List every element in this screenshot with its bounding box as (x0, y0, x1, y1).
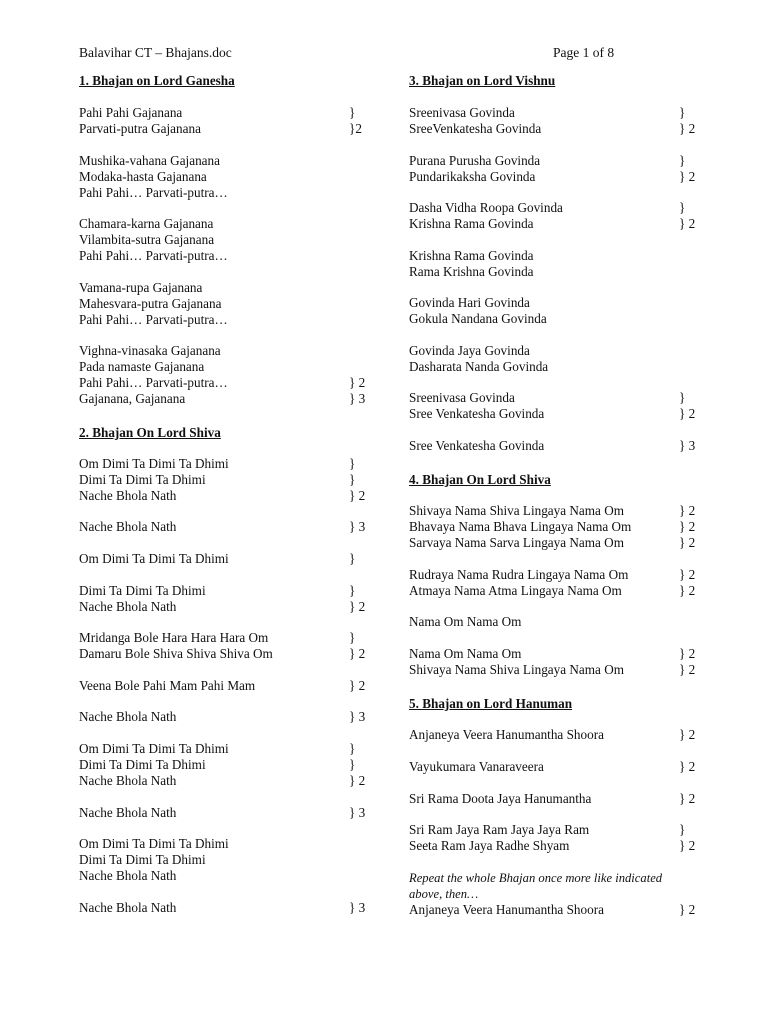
bhajan-line: Pundarikaksha Govinda (409, 169, 536, 184)
bhajan-line: Govinda Hari Govinda (409, 295, 530, 310)
repeat-marker: } (679, 200, 686, 215)
repeat-marker: } (679, 390, 686, 405)
repeat-marker: } 2 (349, 678, 366, 693)
bhajan-line: Dimi Ta Dimi Ta Dhimi (79, 472, 206, 487)
bhajan-line: Nache Bhola Nath (79, 709, 177, 724)
bhajan-line: Pahi Pahi… Parvati-putra… (79, 248, 228, 263)
repeat-marker: } (349, 551, 356, 566)
repeat-marker: } 2 (679, 519, 696, 534)
bhajan-line: Bhavaya Nama Bhava Lingaya Nama Om (409, 519, 632, 534)
bhajan-line: Om Dimi Ta Dimi Ta Dhimi (79, 836, 229, 851)
bhajan-line: Purana Purusha Govinda (409, 153, 541, 168)
bhajan-line: Seeta Ram Jaya Radhe Shyam (409, 838, 570, 853)
bhajan-line: Chamara-karna Gajanana (79, 216, 214, 231)
page-number: Page 1 of 8 (553, 45, 615, 60)
repeat-marker: } 3 (349, 519, 366, 534)
bhajan-line: Vilambita-sutra Gajanana (79, 232, 215, 247)
bhajan-line: Pahi Pahi… Parvati-putra… (79, 375, 228, 390)
bhajan-line: Om Dimi Ta Dimi Ta Dhimi (79, 741, 229, 756)
repeat-marker: } 2 (679, 727, 696, 742)
bhajan-line: Vamana-rupa Gajanana (79, 280, 203, 295)
bhajan-line: Anjaneya Veera Hanumantha Shoora (409, 727, 604, 742)
bhajan-line: Sree Venkatesha Govinda (409, 406, 545, 421)
repeat-marker: } 2 (679, 838, 696, 853)
bhajan-line: Pahi Pahi… Parvati-putra… (79, 312, 228, 327)
repeat-marker: } (679, 105, 686, 120)
section-heading-1-bhajan-on-lord-ganesha: 1. Bhajan on Lord Ganesha (79, 73, 235, 88)
bhajan-line: Mahesvara-putra Gajanana (79, 296, 222, 311)
bhajan-line: Pahi Pahi Gajanana (79, 105, 183, 120)
bhajan-line: Sarvaya Nama Sarva Lingaya Nama Om (409, 535, 624, 550)
bhajan-line: Nache Bhola Nath (79, 868, 177, 883)
repeat-marker: } 2 (679, 503, 696, 518)
repeat-marker: } 2 (679, 646, 696, 661)
bhajan-line: Sreenivasa Govinda (409, 105, 515, 120)
repeat-marker: } 2 (349, 773, 366, 788)
bhajan-line: Veena Bole Pahi Mam Pahi Mam (79, 678, 256, 693)
bhajan-line: Nama Om Nama Om (409, 646, 522, 661)
repeat-marker: } 2 (679, 121, 696, 136)
repeat-marker: } 2 (349, 375, 366, 390)
bhajan-line: Rama Krishna Govinda (409, 264, 534, 279)
repeat-marker: } 2 (679, 662, 696, 677)
bhajan-line: Govinda Jaya Govinda (409, 343, 530, 358)
instruction-note: Repeat the whole Bhajan once more like indicated (409, 871, 663, 885)
bhajan-line: Shivaya Nama Shiva Lingaya Nama Om (409, 662, 624, 677)
bhajan-line: Om Dimi Ta Dimi Ta Dhimi (79, 551, 229, 566)
bhajan-line: Mushika-vahana Gajanana (79, 153, 220, 168)
bhajan-line: Vighna-vinasaka Gajanana (79, 343, 221, 358)
bhajan-line: Anjaneya Veera Hanumantha Shoora (409, 902, 604, 917)
bhajan-line: Sri Rama Doota Jaya Hanumantha (409, 791, 592, 806)
bhajan-line: Nache Bhola Nath (79, 519, 177, 534)
bhajan-line: Nache Bhola Nath (79, 900, 177, 915)
bhajan-line: Atmaya Nama Atma Lingaya Nama Om (409, 583, 622, 598)
bhajan-line: Gokula Nandana Govinda (409, 311, 547, 326)
repeat-marker: } 2 (349, 599, 366, 614)
bhajan-line: Dasha Vidha Roopa Govinda (409, 200, 563, 215)
bhajan-line: Rudraya Nama Rudra Lingaya Nama Om (409, 567, 629, 582)
bhajan-line: Mridanga Bole Hara Hara Hara Om (79, 630, 269, 645)
section-heading-3-bhajan-on-lord-vishnu: 3. Bhajan on Lord Vishnu (409, 73, 556, 88)
repeat-marker: }2 (349, 121, 362, 136)
bhajan-line: Dimi Ta Dimi Ta Dhimi (79, 583, 206, 598)
bhajan-line: Sreenivasa Govinda (409, 390, 515, 405)
repeat-marker: } 2 (679, 216, 696, 231)
repeat-marker: } (349, 741, 356, 756)
repeat-marker: } (349, 757, 356, 772)
repeat-marker: } 2 (679, 567, 696, 582)
repeat-marker: } (679, 153, 686, 168)
bhajan-line: Gajanana, Gajanana (79, 391, 186, 406)
repeat-marker: } (349, 105, 356, 120)
bhajan-line: SreeVenkatesha Govinda (409, 121, 542, 136)
repeat-marker: } (349, 456, 356, 471)
repeat-marker: } (349, 583, 356, 598)
bhajan-line: Vayukumara Vanaraveera (409, 759, 544, 774)
bhajan-line: Modaka-hasta Gajanana (79, 169, 207, 184)
bhajan-line: Pahi Pahi… Parvati-putra… (79, 185, 228, 200)
repeat-marker: } 2 (349, 488, 366, 503)
section-heading-2-bhajan-on-lord-shiva: 2. Bhajan On Lord Shiva (79, 425, 221, 440)
repeat-marker: } 3 (349, 391, 366, 406)
bhajan-line: Pada namaste Gajanana (79, 359, 205, 374)
repeat-marker: } 3 (679, 438, 696, 453)
bhajan-line: Dimi Ta Dimi Ta Dhimi (79, 852, 206, 867)
bhajan-line: Shivaya Nama Shiva Lingaya Nama Om (409, 503, 624, 518)
bhajan-line: Nache Bhola Nath (79, 599, 177, 614)
bhajan-line: Nache Bhola Nath (79, 488, 177, 503)
bhajan-line: Krishna Rama Govinda (409, 248, 534, 263)
repeat-marker: } 3 (349, 709, 366, 724)
instruction-note: above, then… (409, 887, 479, 901)
repeat-marker: } 2 (679, 169, 696, 184)
repeat-marker: } 3 (349, 900, 366, 915)
bhajan-line: Krishna Rama Govinda (409, 216, 534, 231)
repeat-marker: } 2 (349, 646, 366, 661)
bhajan-line: Om Dimi Ta Dimi Ta Dhimi (79, 456, 229, 471)
document-header-title: Balavihar CT – Bhajans.doc (79, 45, 232, 60)
bhajan-line: Sree Venkatesha Govinda (409, 438, 545, 453)
bhajan-line: Dimi Ta Dimi Ta Dhimi (79, 757, 206, 772)
repeat-marker: } (349, 630, 356, 645)
section-heading-5-bhajan-on-lord-hanuman: 5. Bhajan on Lord Hanuman (409, 696, 573, 711)
repeat-marker: } 2 (679, 535, 696, 550)
section-heading-4-bhajan-on-lord-shiva: 4. Bhajan On Lord Shiva (409, 472, 551, 487)
repeat-marker: } (349, 472, 356, 487)
repeat-marker: } (679, 822, 686, 837)
bhajan-line: Damaru Bole Shiva Shiva Shiva Om (79, 646, 273, 661)
bhajan-line: Dasharata Nanda Govinda (409, 359, 549, 374)
repeat-marker: } 2 (679, 583, 696, 598)
bhajan-line: Nache Bhola Nath (79, 805, 177, 820)
bhajan-line: Nache Bhola Nath (79, 773, 177, 788)
repeat-marker: } 2 (679, 791, 696, 806)
bhajan-line: Parvati-putra Gajanana (79, 121, 201, 136)
bhajan-line: Sri Ram Jaya Ram Jaya Jaya Ram (409, 822, 590, 837)
repeat-marker: } 2 (679, 902, 696, 917)
repeat-marker: } 2 (679, 759, 696, 774)
repeat-marker: } 2 (679, 406, 696, 421)
repeat-marker: } 3 (349, 805, 366, 820)
bhajan-line: Nama Om Nama Om (409, 614, 522, 629)
